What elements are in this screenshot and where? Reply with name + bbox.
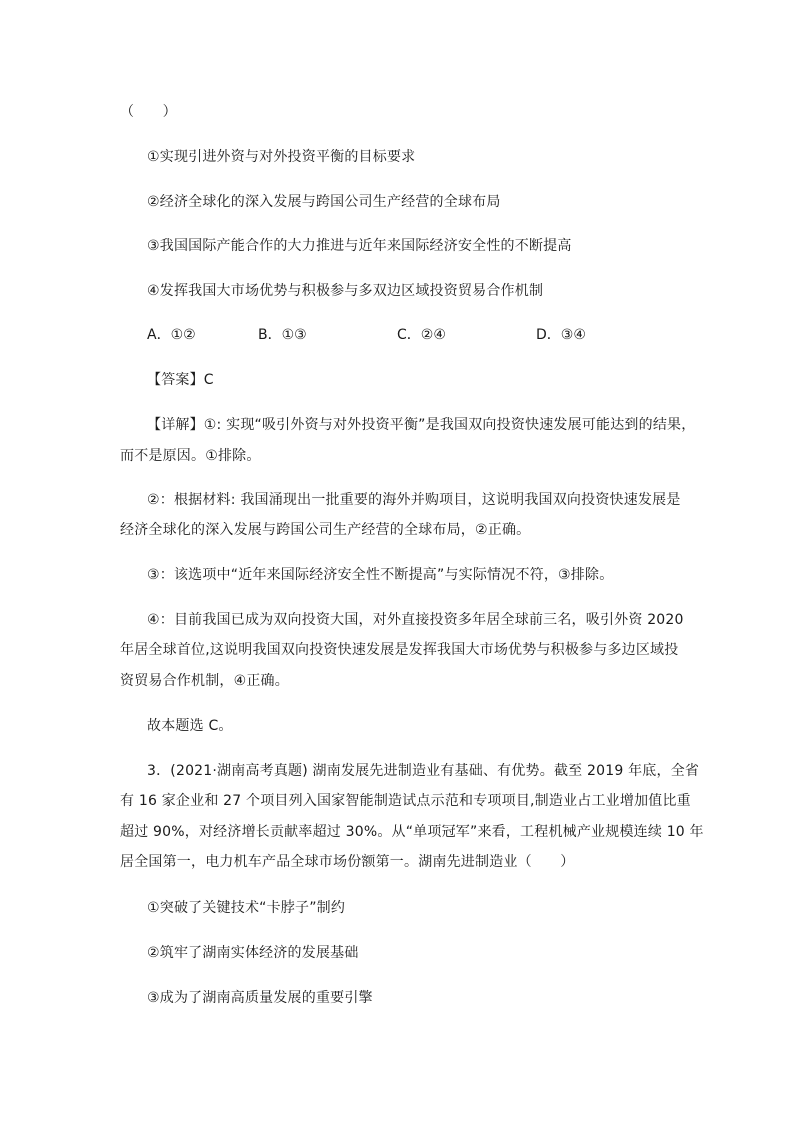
q2-item-2: ②经济全球化的深入发展与跨国公司生产经营的全球布局 (147, 194, 501, 210)
q3-stem-line-2: 有 16 家企业和 27 个项目列入国家智能制造试点示范和专项项目,制造业占工业增加值比重 (120, 793, 691, 809)
q3-item-1: ①突破了关键技术“卡脖子”制约 (147, 900, 346, 916)
q3-stem-line-4: 居全国第一，电力机车产品全球市场份额第一。湖南先进制造业（ ） (120, 854, 575, 870)
detail-4-line-2: 年居全球首位,这说明我国双向投资快速发展是发挥我国大市场优势与积极参与多边区域投 (120, 642, 679, 658)
detail-1-line-2: 而不是原因。①排除。 (120, 448, 261, 464)
answer-label: 【答案】C (147, 372, 214, 388)
detail-1-line-1: 【详解】①: 实现“吸引外资与对外投资平衡”是我国双向投资快速发展可能达到的结果， (147, 417, 696, 433)
q3-item-3: ③成为了湖南高质量发展的重要引擎 (147, 990, 373, 1006)
q3-stem-line-3: 超过 90%，对经济增长贡献率超过 30%。从“单项冠军”来看，工程机械产业规模连续 10 年 (120, 824, 704, 840)
conclusion: 故本题选 C。 (147, 718, 233, 734)
question-blank-paren: （ ） (120, 104, 177, 120)
option-a: A．①② (147, 327, 196, 343)
q2-item-3: ③我国国际产能合作的大力推进与近年来国际经济安全性的不断提高 (147, 238, 572, 254)
detail-4-line-1: ④：目前我国已成为双向投资大国，对外直接投资多年居全球前三名，吸引外资 2020 (147, 612, 684, 628)
detail-2-line-2: 经济全球化的深入发展与跨国公司生产经营的全球布局，②正确。 (120, 522, 531, 538)
detail-3: ③：该选项中“近年来国际经济安全性不断提高”与实际情况不符，③排除。 (147, 567, 614, 583)
option-c: C．②④ (397, 327, 446, 343)
q3-item-2: ②筑牢了湖南实体经济的发展基础 (147, 945, 359, 961)
detail-4-line-3: 资贸易合作机制，④正确。 (120, 673, 289, 689)
option-b: B．①③ (258, 327, 307, 343)
detail-2-line-1: ②：根据材料: 我国涌现出一批重要的海外并购项目，这说明我国双向投资快速发展是 (147, 492, 681, 508)
q3-stem-line-1: 3．(2021·湖南高考真题) 湖南发展先进制造业有基础、有优势。截至 2019 年底，全省 (147, 763, 700, 779)
q2-item-4: ④发挥我国大市场优势与积极参与多双边区域投资贸易合作机制 (147, 283, 544, 299)
option-d: D．③④ (536, 327, 586, 343)
q2-item-1: ①实现引进外资与对外投资平衡的目标要求 (147, 149, 416, 165)
